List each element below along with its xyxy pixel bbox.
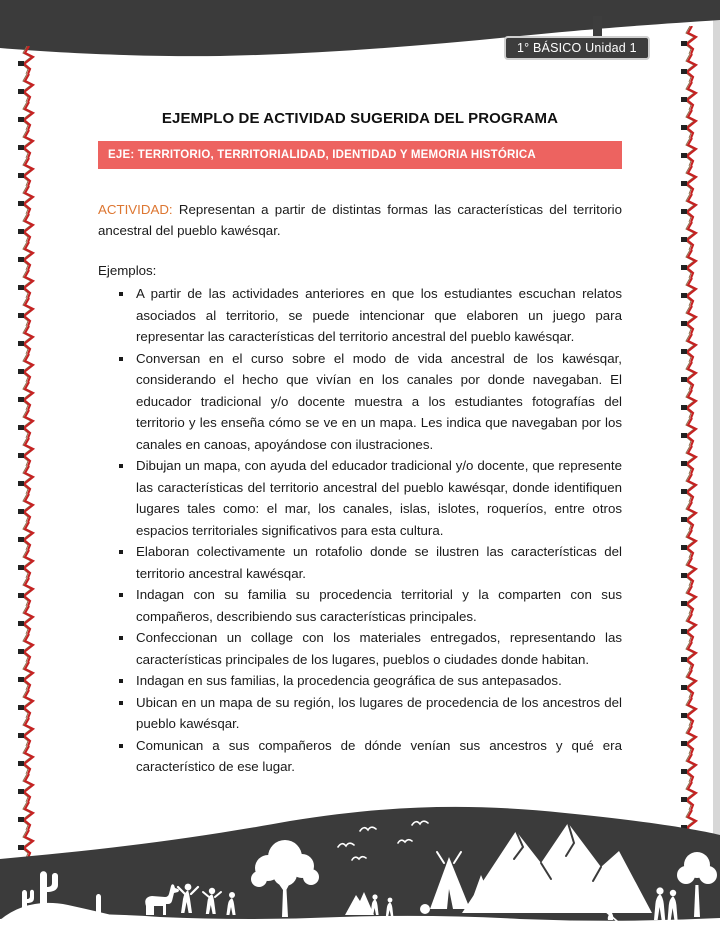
activity-text: Representan a partir de distintas formas las características del territorio ancestral del pueblo kawésqar.: [98, 202, 622, 238]
list-item: ▪ Dibujan un mapa, con ayuda del educador tradicional y/o docente, que represente las características del territorio ancestral del pueblo kawésqar, donde identifiquen lugares tales como: el mar, los canales, islas, islotes, roqueríos, entre otros espacios territoriales significativos para esta cultura.: [134, 455, 622, 541]
list-item: ▪ A partir de las actividades anteriores en que los estudiantes escuchan relatos asociados al territorio, se puede intencionar que elaboren un juego para representar las características del territorio ancestral del pueblo kawésqar.: [134, 283, 622, 348]
list-item: ▪ Ubican en un mapa de su región, los lugares de procedencia de los ancestros del pueblo kawésqar.: [134, 692, 622, 735]
examples-list: [98, 283, 622, 778]
content-area: [98, 102, 622, 778]
list-item: ▪ Elaboran colectivamente un rotafolio donde se ilustren las características del territorio ancestral kawésqar.: [134, 541, 622, 584]
list-item: ▪ Indagan en sus familias, la procedencia geográfica de sus antepasados.: [134, 670, 622, 692]
zigzag-border-left-icon: [15, 46, 41, 858]
page-edge-shadow: [713, 0, 720, 932]
list-item: ▪ Conversan en el curso sobre el modo de vida ancestral de los kawésqar, considerando el hecho que vivían en los canales por donde navegaban. El educador tradicional y/o docente muestra a los estudiantes fotografías del territorio y les enseña cómo se ve en un mapa. Les indica que navegaban por los canales en canoas, apoyándose con ilustraciones.: [134, 348, 622, 456]
list-item: ▪ Confeccionan un collage con los materiales entregados, representando las características principales de los lugares, pueblos o ciudades donde habitan.: [134, 627, 622, 670]
activity-paragraph: [98, 199, 622, 241]
eje-banner: EJE: TERRITORIO, TERRITORIALIDAD, IDENTIDAD Y MEMORIA HISTÓRICA: [98, 141, 622, 169]
activity-label: ACTIVIDAD:: [98, 202, 173, 217]
list-item: ▪ Indagan con su familia su procedencia territorial y la comparten con sus compañeros, describiendo sus características principales.: [134, 584, 622, 627]
page-title: EJEMPLO DE ACTIVIDAD SUGERIDA DEL PROGRAMA: [161, 110, 559, 127]
examples-label: Ejemplos:: [98, 263, 157, 278]
zigzag-border-right-icon: [678, 26, 704, 852]
list-item: ▪ Comunican a sus compañeros de dónde venían sus ancestros y qué era característico de ese lugar.: [134, 735, 622, 778]
landscape-silhouette-art: [0, 805, 720, 932]
unit-badge: 1° BÁSICO Unidad 1: [504, 36, 650, 60]
